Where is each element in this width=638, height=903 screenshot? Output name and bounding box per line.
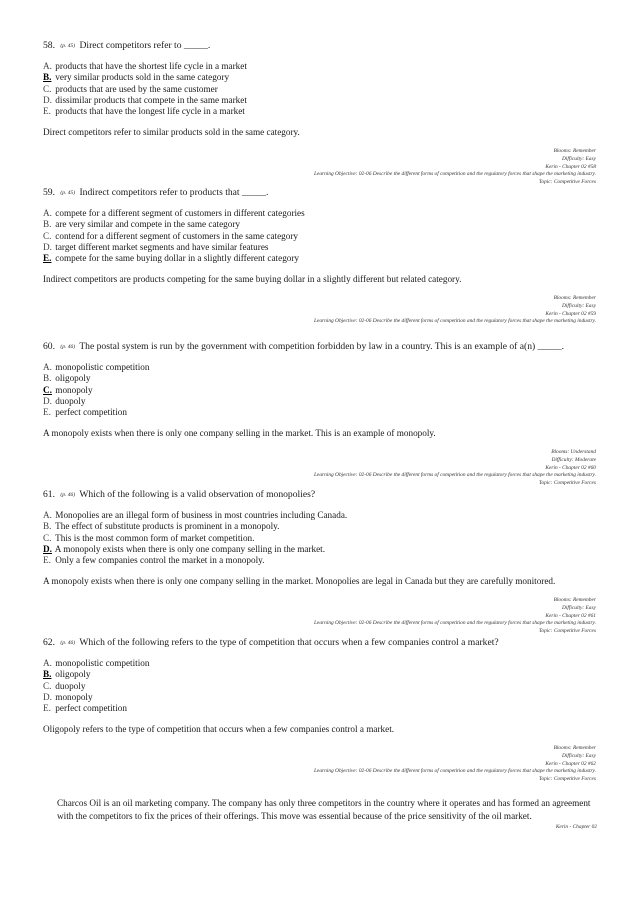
option-letter: B. bbox=[43, 521, 52, 532]
question-metadata bbox=[43, 148, 596, 186]
option-text: very similar products sold in the same category bbox=[55, 72, 230, 83]
option-letter: A. bbox=[43, 658, 52, 668]
option-c bbox=[43, 533, 596, 544]
meta-chapter: Kerin - Chapter 02 #60 bbox=[545, 464, 596, 471]
option-d bbox=[43, 544, 596, 555]
page-reference: (p. 45) bbox=[60, 43, 76, 49]
option-d bbox=[43, 396, 596, 407]
meta-learning-objective: Learning Objective: 02-06 Describe the different forms of competition and the regulatory forces that shape the marketing industry. bbox=[313, 171, 596, 178]
option-e bbox=[43, 407, 596, 418]
question-number: 60. bbox=[43, 341, 55, 352]
option-text: are very similar and compete in the same category bbox=[55, 219, 240, 230]
meta-topic: Topic: Competitive Forces bbox=[538, 178, 596, 185]
question-metadata bbox=[43, 295, 596, 325]
option-d bbox=[43, 242, 596, 253]
option-c bbox=[43, 231, 596, 242]
meta-learning-objective: Learning Objective: 02-06 Describe the different forms of competition and the regulatory forces that shape the marketing industry. bbox=[313, 318, 596, 325]
question-metadata bbox=[43, 449, 596, 487]
option-text: This is the most common form of market competition. bbox=[55, 532, 255, 543]
option-e bbox=[43, 555, 596, 566]
option-text: compete for a different segment of customers in different categories bbox=[55, 208, 305, 218]
option-e bbox=[43, 253, 596, 264]
option-letter: B. bbox=[43, 373, 52, 384]
option-text: oligopoly bbox=[55, 373, 91, 384]
question-61 bbox=[43, 489, 596, 635]
option-c bbox=[43, 84, 596, 95]
option-text: target different market segments and have similar features bbox=[55, 241, 269, 252]
page-reference: (p. 46) bbox=[60, 344, 76, 350]
question-text: The postal system is run by the government with competition forbidden by law in a country. This is an example of a(n) _____. bbox=[79, 341, 564, 352]
question-metadata bbox=[43, 597, 596, 635]
meta-chapter: Kerin - Chapter 02 #62 bbox=[545, 760, 596, 767]
option-letter: E. bbox=[43, 106, 51, 117]
option-text: products that have the longest life cycle in a market bbox=[55, 106, 245, 117]
meta-blooms: Blooms: Remember bbox=[553, 745, 596, 752]
option-b bbox=[43, 521, 596, 532]
option-c bbox=[43, 681, 596, 692]
option-letter: D. bbox=[43, 94, 52, 105]
option-letter: B. bbox=[43, 219, 52, 230]
meta-difficulty: Difficulty: Moderate bbox=[551, 457, 596, 464]
answer-explanation: A monopoly exists when there is only one company selling in the market. This is an example of monopoly. bbox=[43, 428, 436, 439]
question-text: Indirect competitors refer to products that _____. bbox=[79, 187, 269, 198]
question-text: Which of the following refers to the type of competition that occurs when a few companies control a market? bbox=[79, 637, 499, 648]
option-text: A monopoly exists when there is only one company selling in the market. bbox=[54, 543, 326, 554]
question-number: 59. bbox=[43, 187, 55, 198]
page-reference: (p. 46) bbox=[60, 492, 76, 498]
option-b bbox=[43, 219, 596, 230]
meta-difficulty: Difficulty: Easy bbox=[562, 156, 596, 163]
page-reference: (p. 46) bbox=[60, 640, 76, 646]
option-letter: D. bbox=[43, 395, 52, 406]
meta-chapter: Kerin - Chapter 02 #59 bbox=[545, 310, 596, 317]
meta-chapter: Kerin - Chapter 02 #61 bbox=[545, 612, 596, 619]
answer-options bbox=[43, 61, 596, 117]
option-d bbox=[43, 692, 596, 703]
answer-explanation: Direct competitors refer to similar products sold in the same category. bbox=[43, 127, 300, 138]
question-60 bbox=[43, 341, 596, 487]
question-text: Direct competitors refer to _____. bbox=[79, 40, 211, 51]
question-metadata bbox=[43, 745, 596, 783]
answer-explanation: Indirect competitors are products competing for the same buying dollar in a slightly different but related category. bbox=[43, 274, 462, 285]
meta-blooms: Blooms: Remember bbox=[553, 597, 596, 604]
option-text: dissimilar products that compete in the same market bbox=[55, 94, 247, 105]
option-b bbox=[43, 373, 596, 384]
question-stem bbox=[43, 489, 596, 501]
question-62 bbox=[43, 637, 596, 783]
question-stem bbox=[43, 341, 596, 353]
question-59 bbox=[43, 187, 596, 326]
option-letter: D. bbox=[43, 241, 52, 252]
question-stem bbox=[43, 637, 596, 649]
option-letter: A. bbox=[43, 61, 52, 71]
question-number: 58. bbox=[43, 40, 55, 51]
option-text: duopoly bbox=[55, 680, 86, 691]
meta-learning-objective: Learning Objective: 02-06 Describe the different forms of competition and the regulatory forces that shape the marketing industry. bbox=[313, 768, 596, 775]
correct-option-letter: C. bbox=[43, 384, 52, 395]
option-text: compete for the same buying dollar in a slightly different category bbox=[55, 253, 300, 264]
option-letter: C. bbox=[43, 680, 52, 691]
option-b bbox=[43, 72, 596, 83]
scenario-line: Charcos Oil is an oil marketing company. The company has only three competitors in the country where it operates and has formed an agreement bbox=[57, 798, 591, 808]
option-text: Only a few companies control the market in a monopoly. bbox=[55, 555, 265, 566]
option-a bbox=[43, 362, 596, 373]
correct-option-letter: B. bbox=[43, 669, 52, 680]
meta-difficulty: Difficulty: Easy bbox=[562, 753, 596, 760]
option-letter: A. bbox=[43, 362, 52, 372]
option-text: products that have the shortest life cycle in a market bbox=[55, 61, 247, 71]
question-number: 61. bbox=[43, 489, 55, 500]
answer-options bbox=[43, 208, 596, 264]
option-text: perfect competition bbox=[55, 407, 127, 418]
meta-difficulty: Difficulty: Easy bbox=[562, 605, 596, 612]
answer-options bbox=[43, 362, 596, 418]
meta-difficulty: Difficulty: Easy bbox=[562, 303, 596, 310]
option-a bbox=[43, 510, 596, 521]
option-letter: C. bbox=[43, 83, 52, 94]
answer-options bbox=[43, 510, 596, 566]
question-number: 62. bbox=[43, 637, 55, 648]
option-a bbox=[43, 208, 596, 219]
option-text: monopoly bbox=[55, 384, 93, 395]
option-a bbox=[43, 61, 596, 72]
scenario-line: with the competitors to fix the prices of their offerings. This move was essential because of the price sensitivity of the oil market. bbox=[57, 811, 532, 821]
option-text: contend for a different segment of customers in the same category bbox=[55, 230, 298, 241]
answer-explanation: Oligopoly refers to the type of competition that occurs when a few companies control a market. bbox=[43, 724, 395, 735]
option-letter: E. bbox=[43, 703, 51, 714]
option-text: The effect of substitute products is prominent in a monopoly. bbox=[55, 521, 280, 532]
option-text: monopoly bbox=[55, 691, 93, 702]
option-b bbox=[43, 669, 596, 680]
page-reference: (p. 45) bbox=[60, 190, 76, 196]
question-text: Which of the following is a valid observation of monopolies? bbox=[79, 489, 316, 500]
option-text: monopolistic competition bbox=[55, 658, 150, 668]
scenario-source: Kerin - Chapter 02 bbox=[555, 824, 597, 830]
option-text: products that are used by the same customer bbox=[55, 83, 218, 94]
option-a bbox=[43, 658, 596, 669]
option-text: Monopolies are an illegal form of business in most countries including Canada. bbox=[55, 510, 348, 520]
option-letter: E. bbox=[43, 555, 51, 566]
option-e bbox=[43, 106, 596, 117]
scenario-passage bbox=[57, 797, 597, 831]
option-letter: D. bbox=[43, 691, 52, 702]
option-c bbox=[43, 385, 596, 396]
option-letter: A. bbox=[43, 208, 52, 218]
option-text: perfect competition bbox=[55, 703, 127, 714]
question-stem bbox=[43, 40, 596, 52]
question-stem bbox=[43, 187, 596, 199]
meta-topic: Topic: Competitive Forces bbox=[538, 479, 596, 486]
option-letter: C. bbox=[43, 230, 52, 241]
answer-options bbox=[43, 658, 596, 714]
correct-option-letter: B. bbox=[43, 72, 52, 83]
option-text: monopolistic competition bbox=[55, 362, 150, 372]
answer-explanation: A monopoly exists when there is only one company selling in the market. Monopolies are legal in Canada but they are carefully monitored. bbox=[43, 576, 556, 587]
meta-learning-objective: Learning Objective: 02-06 Describe the different forms of competition and the regulatory forces that shape the marketing industry. bbox=[313, 620, 596, 627]
meta-blooms: Blooms: Remember bbox=[553, 148, 596, 155]
meta-topic: Topic: Competitive Forces bbox=[538, 627, 596, 634]
meta-chapter: Kerin - Chapter 02 #58 bbox=[545, 163, 596, 170]
meta-topic: Topic: Competitive Forces bbox=[538, 775, 596, 782]
option-letter: E. bbox=[43, 407, 51, 418]
meta-blooms: Blooms: Remember bbox=[553, 295, 596, 302]
option-letter: A. bbox=[43, 510, 52, 520]
option-d bbox=[43, 95, 596, 106]
meta-learning-objective: Learning Objective: 02-06 Describe the different forms of competition and the regulatory forces that shape the marketing industry. bbox=[313, 472, 596, 479]
meta-blooms: Blooms: Understand bbox=[551, 449, 596, 456]
option-e bbox=[43, 703, 596, 714]
correct-option-letter: D. bbox=[43, 543, 52, 554]
option-text: oligopoly bbox=[55, 669, 91, 680]
option-letter: C. bbox=[43, 532, 52, 543]
correct-option-letter: E. bbox=[43, 253, 52, 264]
option-text: duopoly bbox=[55, 395, 86, 406]
question-58 bbox=[43, 40, 596, 186]
